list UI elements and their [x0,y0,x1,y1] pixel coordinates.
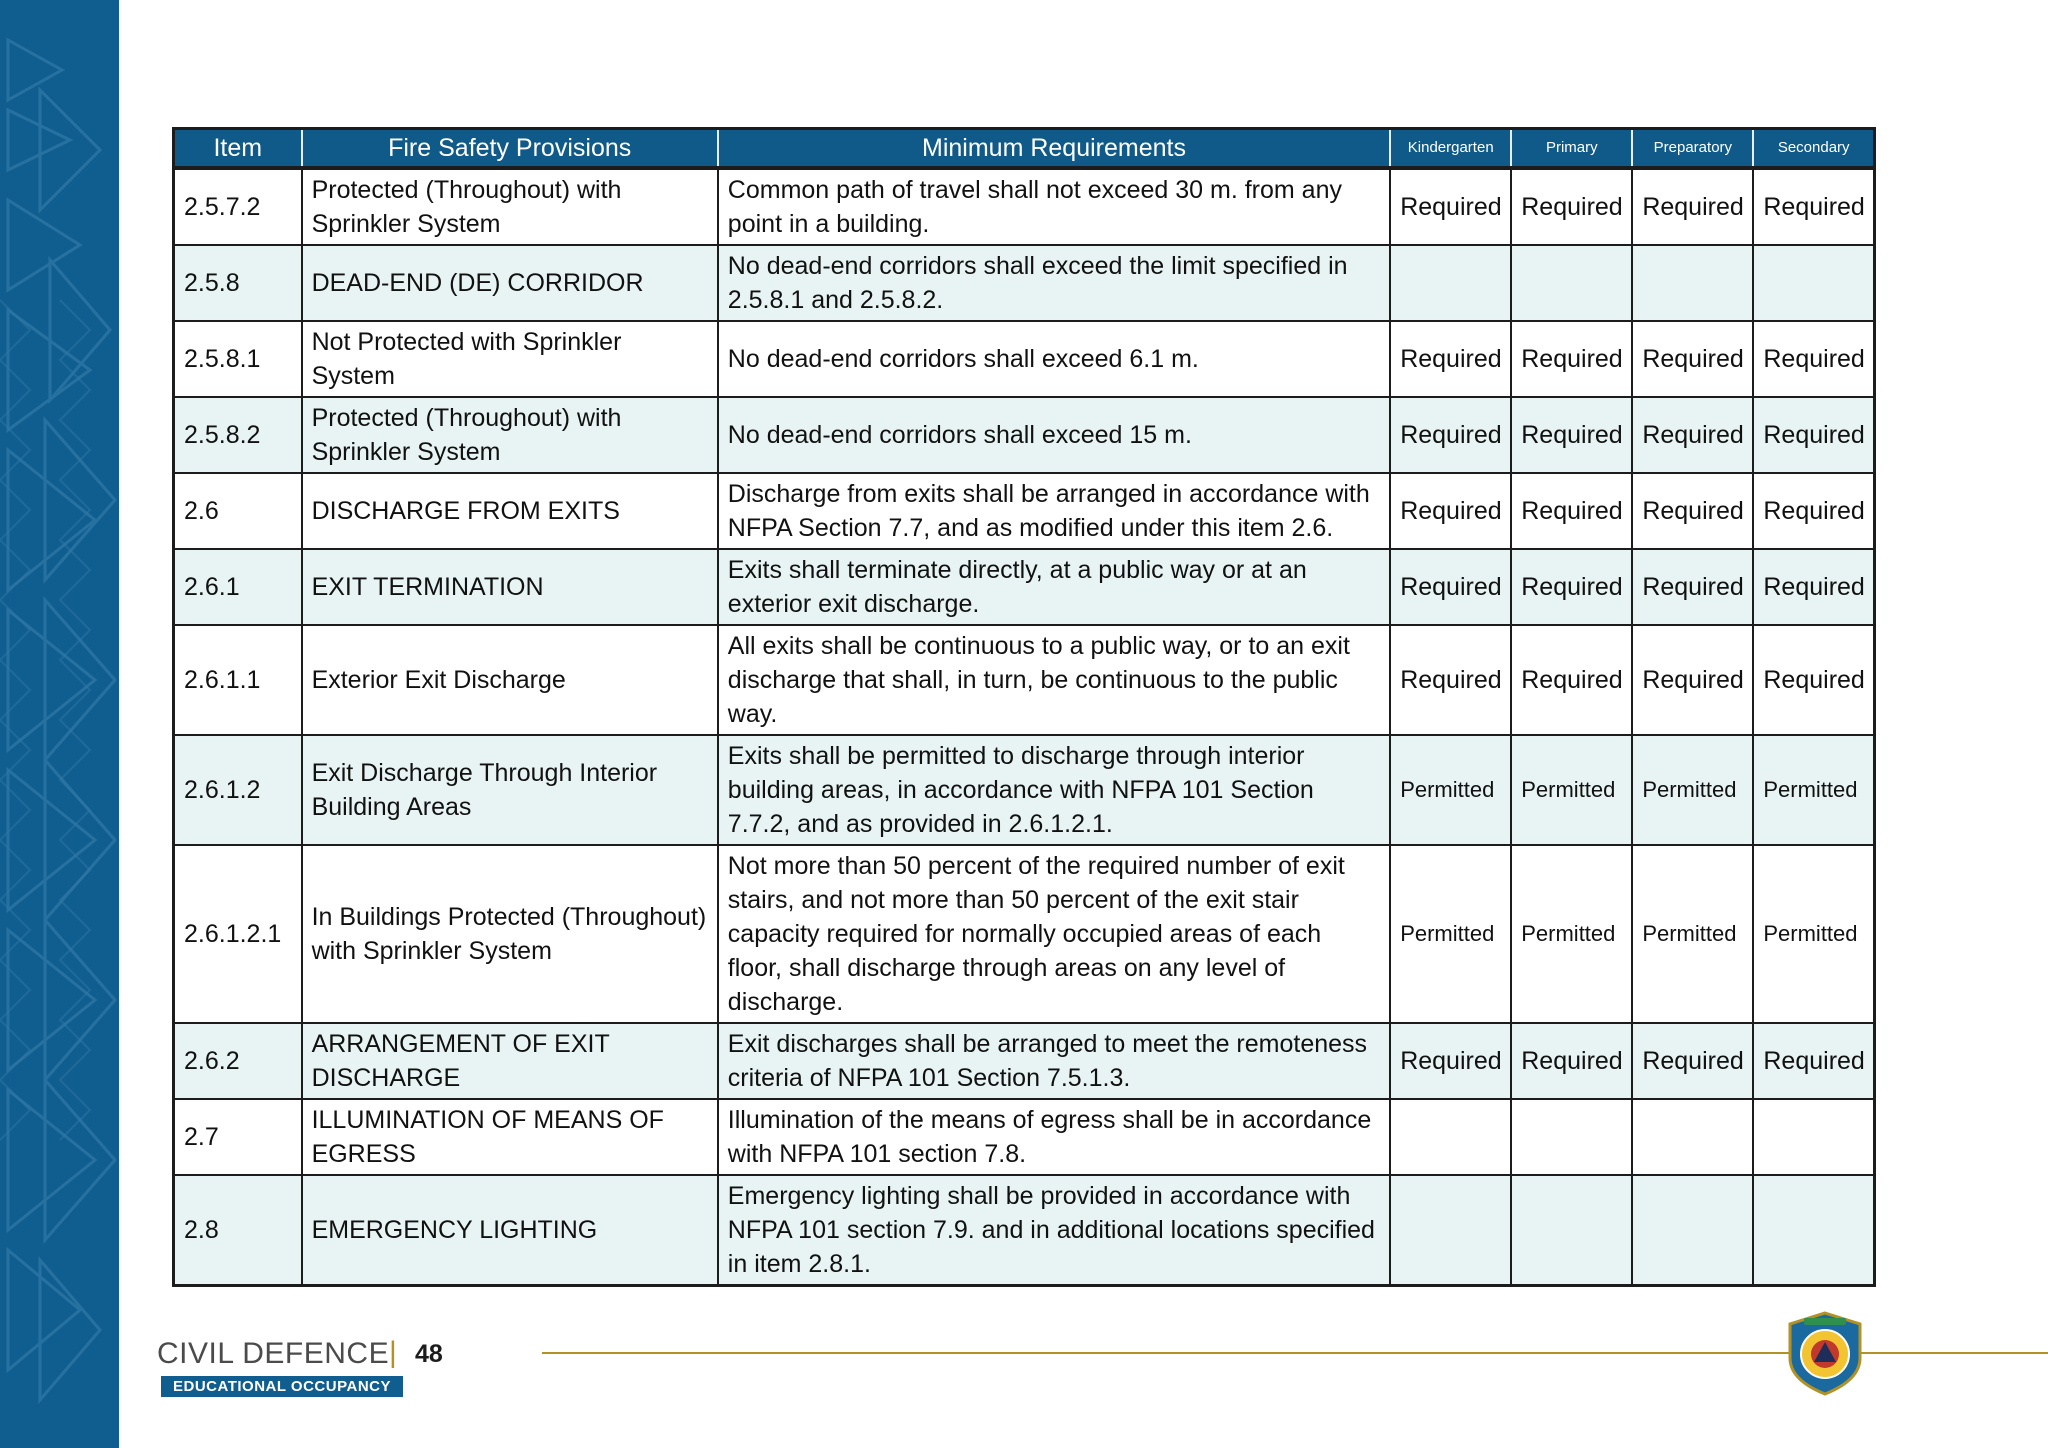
primary-status: Required [1511,321,1632,397]
preparatory-status [1632,1099,1753,1175]
item-number: 2.6.1.2 [174,735,302,845]
table-row [174,397,1875,473]
item-number: 2.7 [174,1099,302,1175]
fire-safety-provision: Not Protected with Sprinkler System [302,321,718,397]
secondary-status: Required [1753,321,1874,397]
page-number: 48 [415,1340,443,1368]
minimum-requirement: Exits shall terminate directly, at a public way or at an exterior exit discharge. [718,549,1390,625]
fire-safety-requirements-table [172,127,1876,1287]
header-requirements: Minimum Requirements [718,129,1390,169]
secondary-status [1753,1175,1874,1286]
kindergarten-status [1390,245,1511,321]
table-row [174,1099,1875,1175]
item-number: 2.6.1.1 [174,625,302,735]
fire-safety-provision: Protected (Throughout) with Sprinkler System [302,168,718,245]
fire-safety-provision: EMERGENCY LIGHTING [302,1175,718,1286]
kindergarten-status: Permitted [1390,845,1511,1023]
header-provisions: Fire Safety Provisions [302,129,718,169]
secondary-status: Required [1753,625,1874,735]
preparatory-status: Required [1632,397,1753,473]
primary-status [1511,245,1632,321]
kindergarten-status: Required [1390,625,1511,735]
table-row [174,845,1875,1023]
item-number: 2.6 [174,473,302,549]
secondary-status [1753,245,1874,321]
item-number: 2.6.1 [174,549,302,625]
kindergarten-status: Required [1390,473,1511,549]
fire-safety-provision: DISCHARGE FROM EXITS [302,473,718,549]
fire-safety-provision: ILLUMINATION OF MEANS OF EGRESS [302,1099,718,1175]
primary-status: Permitted [1511,845,1632,1023]
item-number: 2.5.8.2 [174,397,302,473]
footer-separator: | [389,1336,397,1369]
table-row [174,735,1875,845]
fire-safety-provision: In Buildings Protected (Throughout) with Sprinkler System [302,845,718,1023]
civil-defence-emblem-icon [1782,1310,1868,1396]
kindergarten-status [1390,1099,1511,1175]
table-row [174,1023,1875,1099]
minimum-requirement: Common path of travel shall not exceed 30 m. from any point in a building. [718,168,1390,245]
minimum-requirement: Exit discharges shall be arranged to meet the remoteness criteria of NFPA 101 Section 7.5.1.3. [718,1023,1390,1099]
primary-status: Required [1511,625,1632,735]
preparatory-status: Required [1632,168,1753,245]
table-header-row [174,129,1875,169]
triangle-pattern-icon [0,0,119,1448]
secondary-status: Required [1753,397,1874,473]
kindergarten-status: Required [1390,397,1511,473]
header-kindergarten: Kindergarten [1390,129,1511,169]
preparatory-status [1632,245,1753,321]
preparatory-status: Required [1632,1023,1753,1099]
secondary-status: Permitted [1753,735,1874,845]
primary-status: Required [1511,473,1632,549]
table-row [174,549,1875,625]
table-row [174,1175,1875,1286]
fire-safety-provision: Exterior Exit Discharge [302,625,718,735]
kindergarten-status: Required [1390,1023,1511,1099]
primary-status: Required [1511,1023,1632,1099]
section-label: EDUCATIONAL OCCUPANCY [161,1376,403,1397]
fire-safety-provision: EXIT TERMINATION [302,549,718,625]
fire-safety-provision: Exit Discharge Through Interior Building Areas [302,735,718,845]
kindergarten-status [1390,1175,1511,1286]
primary-status [1511,1175,1632,1286]
sidebar-decoration [0,0,119,1448]
kindergarten-status: Required [1390,321,1511,397]
minimum-requirement: Discharge from exits shall be arranged in accordance with NFPA Section 7.7, and as modified under this item 2.6. [718,473,1390,549]
preparatory-status: Required [1632,321,1753,397]
header-preparatory: Preparatory [1632,129,1753,169]
header-item: Item [174,129,302,169]
primary-status: Required [1511,168,1632,245]
item-number: 2.6.1.2.1 [174,845,302,1023]
table-row [174,168,1875,245]
minimum-requirement: No dead-end corridors shall exceed 6.1 m. [718,321,1390,397]
footer-brand: CIVIL DEFENCE [157,1337,390,1370]
secondary-status [1753,1099,1874,1175]
table-row [174,245,1875,321]
secondary-status: Required [1753,549,1874,625]
item-number: 2.5.8.1 [174,321,302,397]
kindergarten-status: Required [1390,549,1511,625]
fire-safety-provision: Protected (Throughout) with Sprinkler System [302,397,718,473]
secondary-status: Permitted [1753,845,1874,1023]
table-row [174,321,1875,397]
preparatory-status: Required [1632,625,1753,735]
preparatory-status: Required [1632,549,1753,625]
fire-safety-provision: DEAD-END (DE) CORRIDOR [302,245,718,321]
preparatory-status: Required [1632,473,1753,549]
minimum-requirement: No dead-end corridors shall exceed 15 m. [718,397,1390,473]
primary-status [1511,1099,1632,1175]
item-number: 2.5.8 [174,245,302,321]
table-row [174,625,1875,735]
minimum-requirement: No dead-end corridors shall exceed the limit specified in 2.5.8.1 and 2.5.8.2. [718,245,1390,321]
minimum-requirement: All exits shall be continuous to a public way, or to an exit discharge that shall, in turn, be continuous to the public way. [718,625,1390,735]
item-number: 2.5.7.2 [174,168,302,245]
primary-status: Required [1511,549,1632,625]
minimum-requirement: Exits shall be permitted to discharge through interior building areas, in accordance with NFPA 101 Section 7.7.2, and as provided in 2.6.1.2.1. [718,735,1390,845]
minimum-requirement: Emergency lighting shall be provided in accordance with NFPA 101 section 7.9. and in additional locations specified in item 2.8.1. [718,1175,1390,1286]
preparatory-status: Permitted [1632,845,1753,1023]
primary-status: Permitted [1511,735,1632,845]
item-number: 2.8 [174,1175,302,1286]
preparatory-status [1632,1175,1753,1286]
secondary-status: Required [1753,168,1874,245]
header-primary: Primary [1511,129,1632,169]
minimum-requirement: Not more than 50 percent of the required number of exit stairs, and not more than 50 percent of the exit stair capacity required for normally occupied areas of each floor, shall discharge through areas on any level of discharge. [718,845,1390,1023]
header-secondary: Secondary [1753,129,1874,169]
primary-status: Required [1511,397,1632,473]
table-row [174,473,1875,549]
item-number: 2.6.2 [174,1023,302,1099]
secondary-status: Required [1753,1023,1874,1099]
kindergarten-status: Permitted [1390,735,1511,845]
kindergarten-status: Required [1390,168,1511,245]
fire-safety-provision: ARRANGEMENT OF EXIT DISCHARGE [302,1023,718,1099]
secondary-status: Required [1753,473,1874,549]
minimum-requirement: Illumination of the means of egress shall be in accordance with NFPA 101 section 7.8. [718,1099,1390,1175]
preparatory-status: Permitted [1632,735,1753,845]
